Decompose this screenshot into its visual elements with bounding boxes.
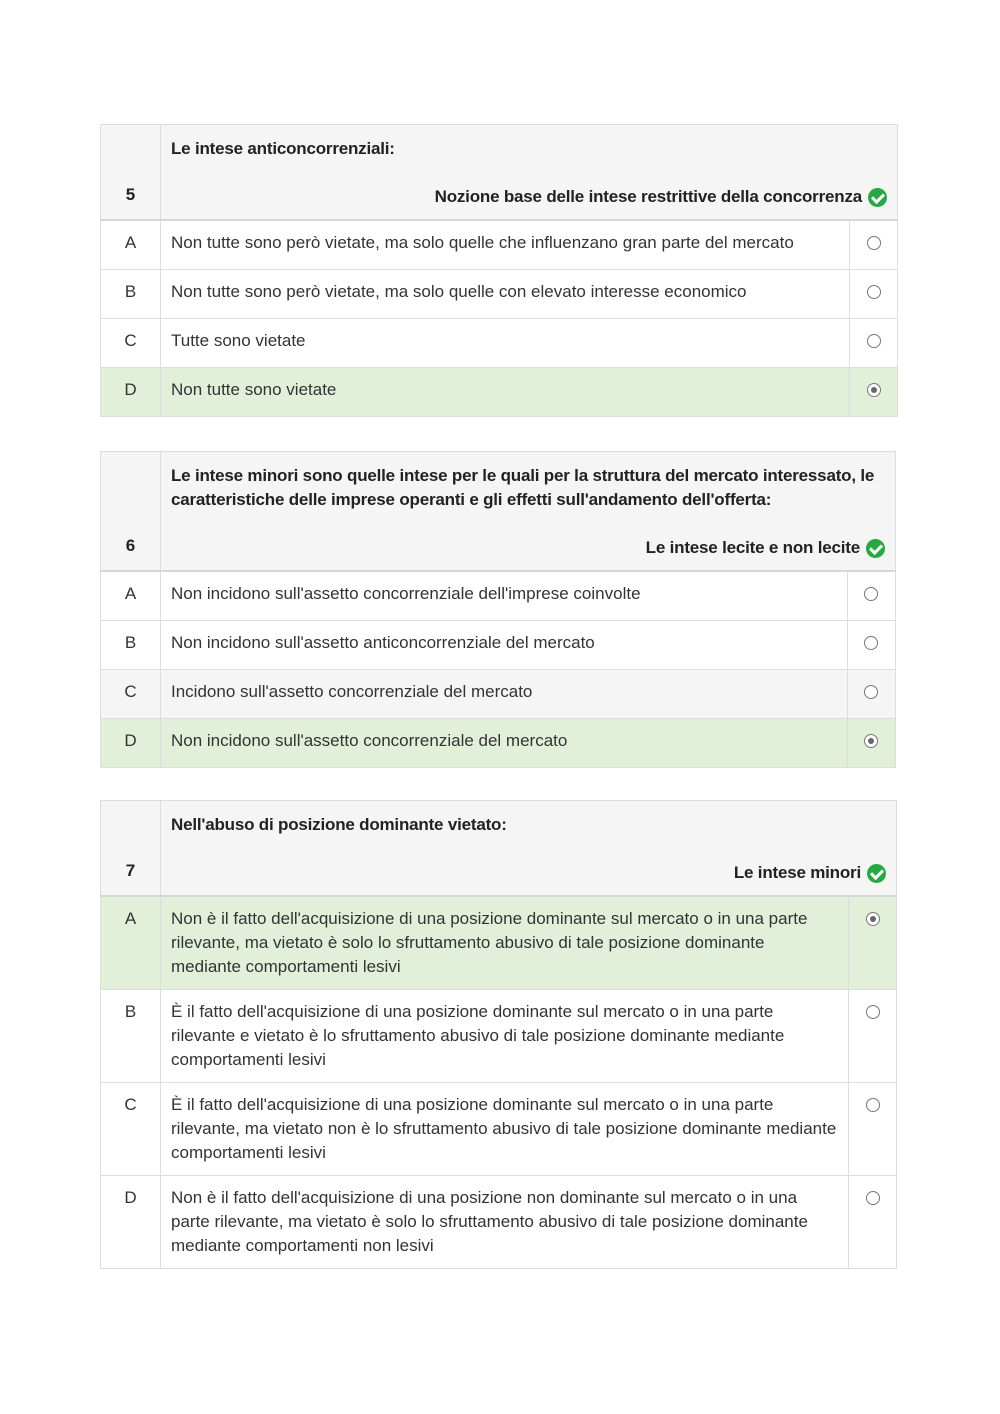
option-text: Non tutte sono però vietate, ma solo quelle che influenzano gran parte del mercato xyxy=(161,220,850,270)
topic-label: Le intese minori xyxy=(733,863,861,882)
option-row-d[interactable] xyxy=(101,719,896,768)
question-header xyxy=(101,801,897,897)
question-body xyxy=(161,801,897,897)
topic-label: Le intese lecite e non lecite xyxy=(645,538,860,557)
radio-button[interactable] xyxy=(864,685,878,699)
option-text: Non è il fatto dell'acquisizione di una posizione non dominante sul mercato o in una parte rilevante, ma vietato è solo lo sfruttamento abusivo di tale posizione dominante mediante comportamenti non lesivi xyxy=(161,1176,849,1269)
check-circle-icon xyxy=(868,188,887,207)
question-number: 5 xyxy=(101,125,161,221)
option-text: Non è il fatto dell'acquisizione di una posizione dominante sul mercato o in una parte rilevante, ma vietato è solo lo sfruttamento abusivo di tale posizione dominante mediante comportamenti lesivi xyxy=(161,896,849,990)
radio-button[interactable] xyxy=(864,587,878,601)
option-row-b[interactable] xyxy=(101,990,897,1083)
option-text: Non incidono sull'assetto concorrenziale del mercato xyxy=(161,719,848,768)
question-text: Le intese minori sono quelle intese per le quali per la struttura del mercato interessato, le caratteristiche delle imprese operanti e gli effetti sull'andamento dell'offerta: xyxy=(171,466,875,509)
check-circle-icon xyxy=(867,864,886,883)
radio-button[interactable] xyxy=(866,1191,880,1205)
option-letter: B xyxy=(101,621,161,670)
question-header xyxy=(101,125,898,221)
option-row-c[interactable] xyxy=(101,1083,897,1176)
radio-button-selected[interactable] xyxy=(864,734,878,748)
option-letter: C xyxy=(101,319,161,368)
option-text: Non tutte sono vietate xyxy=(161,368,850,417)
question-body xyxy=(161,452,896,572)
radio-button-selected[interactable] xyxy=(867,383,881,397)
question-topic xyxy=(171,187,887,207)
option-text: Incidono sull'assetto concorrenziale del mercato xyxy=(161,670,848,719)
option-letter: A xyxy=(101,896,161,990)
option-row-b[interactable] xyxy=(101,270,898,319)
option-letter: D xyxy=(101,368,161,417)
option-letter: A xyxy=(101,220,161,270)
option-row-b[interactable] xyxy=(101,621,896,670)
question-card-7 xyxy=(100,800,897,1269)
option-letter: C xyxy=(101,1083,161,1176)
question-card-6 xyxy=(100,451,896,768)
question-number: 6 xyxy=(101,452,161,572)
question-body xyxy=(161,125,898,221)
option-row-d[interactable] xyxy=(101,1176,897,1269)
option-letter: B xyxy=(101,270,161,319)
option-letter: A xyxy=(101,571,161,621)
question-card-5 xyxy=(100,124,898,417)
question-number: 7 xyxy=(101,801,161,897)
radio-button[interactable] xyxy=(867,334,881,348)
question-text: Nell'abuso di posizione dominante vietato: xyxy=(171,815,507,834)
question-topic xyxy=(171,538,885,558)
radio-button[interactable] xyxy=(866,1005,880,1019)
question-text: Le intese anticoncorrenziali: xyxy=(171,139,395,158)
option-text: È il fatto dell'acquisizione di una posizione dominante sul mercato o in una parte rilevante, ma vietato non è lo sfruttamento abusivo di tale posizione dominante mediante comportamenti lesivi xyxy=(161,1083,849,1176)
option-row-c[interactable] xyxy=(101,319,898,368)
radio-button-selected[interactable] xyxy=(866,912,880,926)
radio-button[interactable] xyxy=(866,1098,880,1112)
option-text: Non tutte sono però vietate, ma solo quelle con elevato interesse economico xyxy=(161,270,850,319)
topic-label: Nozione base delle intese restrittive della concorrenza xyxy=(434,187,862,206)
radio-button[interactable] xyxy=(867,285,881,299)
option-row-a[interactable] xyxy=(101,571,896,621)
radio-button[interactable] xyxy=(864,636,878,650)
option-letter: B xyxy=(101,990,161,1083)
check-circle-icon xyxy=(866,539,885,558)
option-row-a[interactable] xyxy=(101,220,898,270)
option-letter: D xyxy=(101,1176,161,1269)
question-topic xyxy=(171,863,886,883)
option-letter: C xyxy=(101,670,161,719)
option-row-d[interactable] xyxy=(101,368,898,417)
option-letter: D xyxy=(101,719,161,768)
question-header xyxy=(101,452,896,572)
option-row-c[interactable] xyxy=(101,670,896,719)
radio-button[interactable] xyxy=(867,236,881,250)
option-text: Non incidono sull'assetto anticoncorrenziale del mercato xyxy=(161,621,848,670)
option-text: Tutte sono vietate xyxy=(161,319,850,368)
option-text: È il fatto dell'acquisizione di una posizione dominante sul mercato o in una parte rilevante e vietato è lo sfruttamento abusivo di tale posizione dominante mediante comportamenti lesivi xyxy=(161,990,849,1083)
option-text: Non incidono sull'assetto concorrenziale dell'imprese coinvolte xyxy=(161,571,848,621)
option-row-a[interactable] xyxy=(101,896,897,990)
